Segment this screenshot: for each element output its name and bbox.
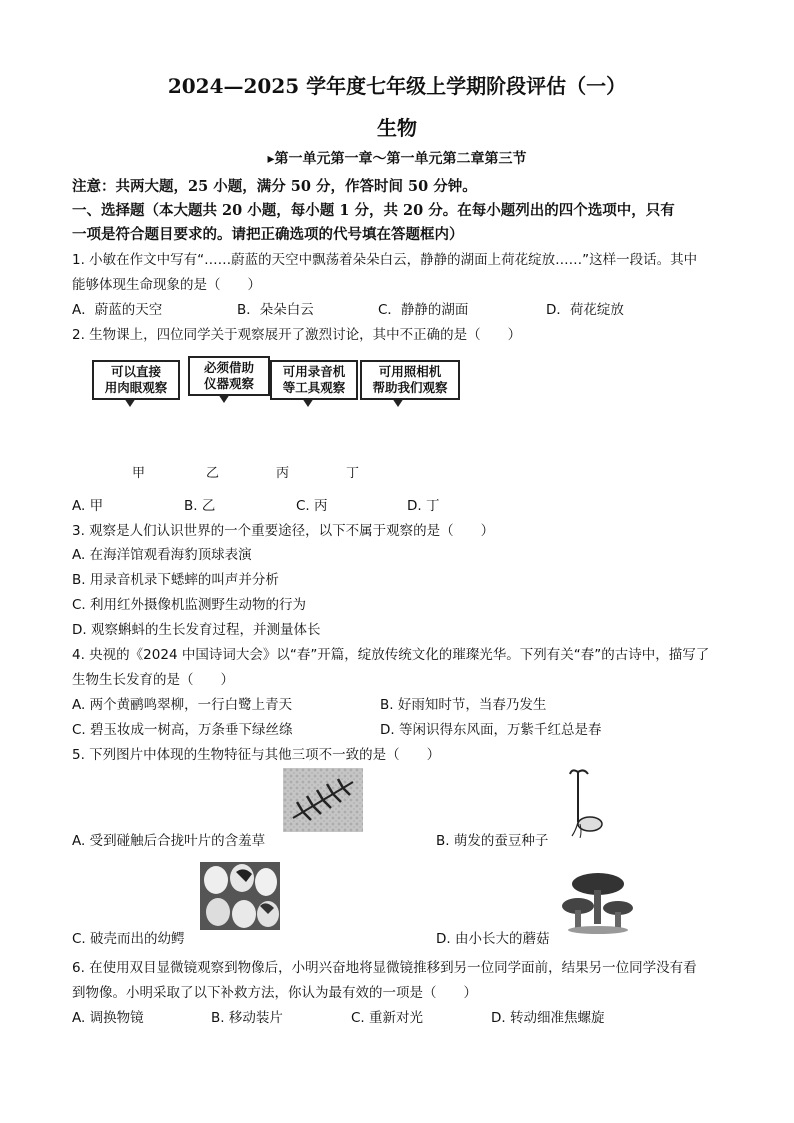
q4-option-d[interactable]: D. 等闲识得东风面，万紫千红总是春 [380, 722, 602, 738]
subject-title: 生物 [377, 116, 417, 140]
q2-option-c[interactable]: C. 丙 [296, 498, 328, 514]
q4-option-c[interactable]: C. 碧玉妆成一树高，万条垂下绿丝绦 [72, 722, 293, 738]
q2-option-a[interactable]: A. 甲 [72, 498, 104, 514]
q1-option-b[interactable]: B．朵朵白云 [237, 302, 314, 318]
notice: 注意：共两大题，25 小题，满分 50 分，作答时间 50 分钟。 [72, 178, 477, 195]
bubble-ding-line2: 帮助我们观察 [372, 380, 448, 395]
q1-stem-line1: 1. 小敏在作文中写有“……蔚蓝的天空中飘荡着朵朵白云，静静的湖面上荷花绽放……”这样一段话。其中 [72, 252, 698, 268]
bubble-jia-line1: 可以直接 [110, 364, 161, 379]
student-label-jia: 甲 [132, 466, 146, 481]
bubble-yi-line1: 必须借助 [203, 360, 254, 375]
q5-option-a[interactable]: A. 受到碰触后合拢叶片的含羞草 [72, 833, 266, 849]
q1-option-a[interactable]: A．蔚蓝的天空 [72, 302, 163, 318]
q2-option-d[interactable]: D. 丁 [407, 498, 440, 514]
q3-stem: 3. 观察是人们认识世界的一个重要途径，以下不属于观察的是（ ） [72, 523, 495, 539]
bubble-bing-line1: 可用录音机 [282, 364, 346, 379]
q6-option-d[interactable]: D. 转动细准焦螺旋 [491, 1010, 605, 1026]
exam-title: 2024—2025 学年度七年级上学期阶段评估（一） [167, 74, 627, 98]
student-label-ding: 丁 [346, 466, 360, 481]
q2-illustration [80, 352, 470, 482]
q3-option-a[interactable]: A. 在海洋馆观看海豹顶球表演 [72, 547, 252, 563]
q6-stem-line2: 到物像。小明采取了以下补救方法，你认为最有效的一项是（ ） [72, 985, 477, 1001]
exam-scope: ▸第一单元第一章～第一单元第二章第三节 [267, 151, 527, 167]
speech-bubble-yi [188, 356, 270, 396]
section1-line2: 一项是符合题目要求的。请把正确选项的代号填在答题框内） [72, 226, 464, 243]
q6-stem-line1: 6. 在使用双目显微镜观察到物像后，小明兴奋地将显微镜推移到另一位同学面前，结果另一位同学没有看 [72, 960, 697, 976]
speech-bubble-jia [92, 360, 180, 400]
q5-stem: 5. 下列图片中体现的生物特征与其他三项不一致的是（ ） [72, 747, 441, 763]
q4-stem-line2: 生物生长发育的是（ ） [72, 672, 234, 688]
q2-option-b[interactable]: B. 乙 [184, 498, 216, 514]
q6-option-a[interactable]: A. 调换物镜 [72, 1010, 144, 1026]
q5-option-d[interactable]: D. 由小长大的蘑菇 [436, 931, 550, 947]
bubble-jia-line2: 用肉眼观察 [104, 380, 168, 395]
q2-stem: 2. 生物课上，四位同学关于观察展开了激烈讨论，其中不正确的是（ ） [72, 327, 522, 343]
q1-option-c[interactable]: C．静静的湖面 [378, 302, 469, 318]
bubble-bing-line2: 等工具观察 [282, 380, 346, 395]
bean-seedling-image [560, 766, 610, 838]
q4-option-a[interactable]: A. 两个黄鹂鸣翠柳，一行白鹭上青天 [72, 697, 293, 713]
hatching-crocodiles-photo [200, 862, 280, 930]
mimosa-photo [283, 768, 363, 832]
student-label-yi: 乙 [206, 466, 220, 481]
q3-option-c[interactable]: C. 利用红外摄像机监测野生动物的行为 [72, 597, 307, 613]
q4-option-b[interactable]: B. 好雨知时节，当春乃发生 [380, 697, 547, 713]
q5-option-b[interactable]: B. 萌发的蚕豆种子 [436, 833, 549, 849]
q6-option-c[interactable]: C. 重新对光 [351, 1010, 424, 1026]
mushroom-image [560, 866, 636, 936]
bubble-ding-line1: 可用照相机 [378, 364, 442, 379]
student-label-bing: 丙 [276, 466, 290, 481]
q3-option-d[interactable]: D. 观察蝌蚪的生长发育过程，并测量体长 [72, 622, 321, 638]
q3-option-b[interactable]: B. 用录音机录下蟋蟀的叫声并分析 [72, 572, 279, 588]
section1-line1: 一、选择题（本大题共 20 小题，每小题 1 分，共 20 分。在每小题列出的四个选项中，只有 [72, 202, 675, 219]
q1-option-d[interactable]: D．荷花绽放 [546, 302, 624, 318]
q1-stem-line2: 能够体现生命现象的是（ ） [72, 277, 261, 293]
q5-option-c[interactable]: C. 破壳而出的幼鳄 [72, 931, 185, 947]
speech-bubble-bing [270, 360, 358, 400]
q4-stem-line1: 4. 央视的《2024 中国诗词大会》以“春”开篇，绽放传统文化的璀璨光华。下列有关“春”的古诗中，描写了 [72, 647, 710, 663]
q6-option-b[interactable]: B. 移动装片 [211, 1010, 283, 1026]
speech-bubble-ding [360, 360, 460, 400]
bubble-yi-line2: 仪器观察 [203, 376, 254, 391]
